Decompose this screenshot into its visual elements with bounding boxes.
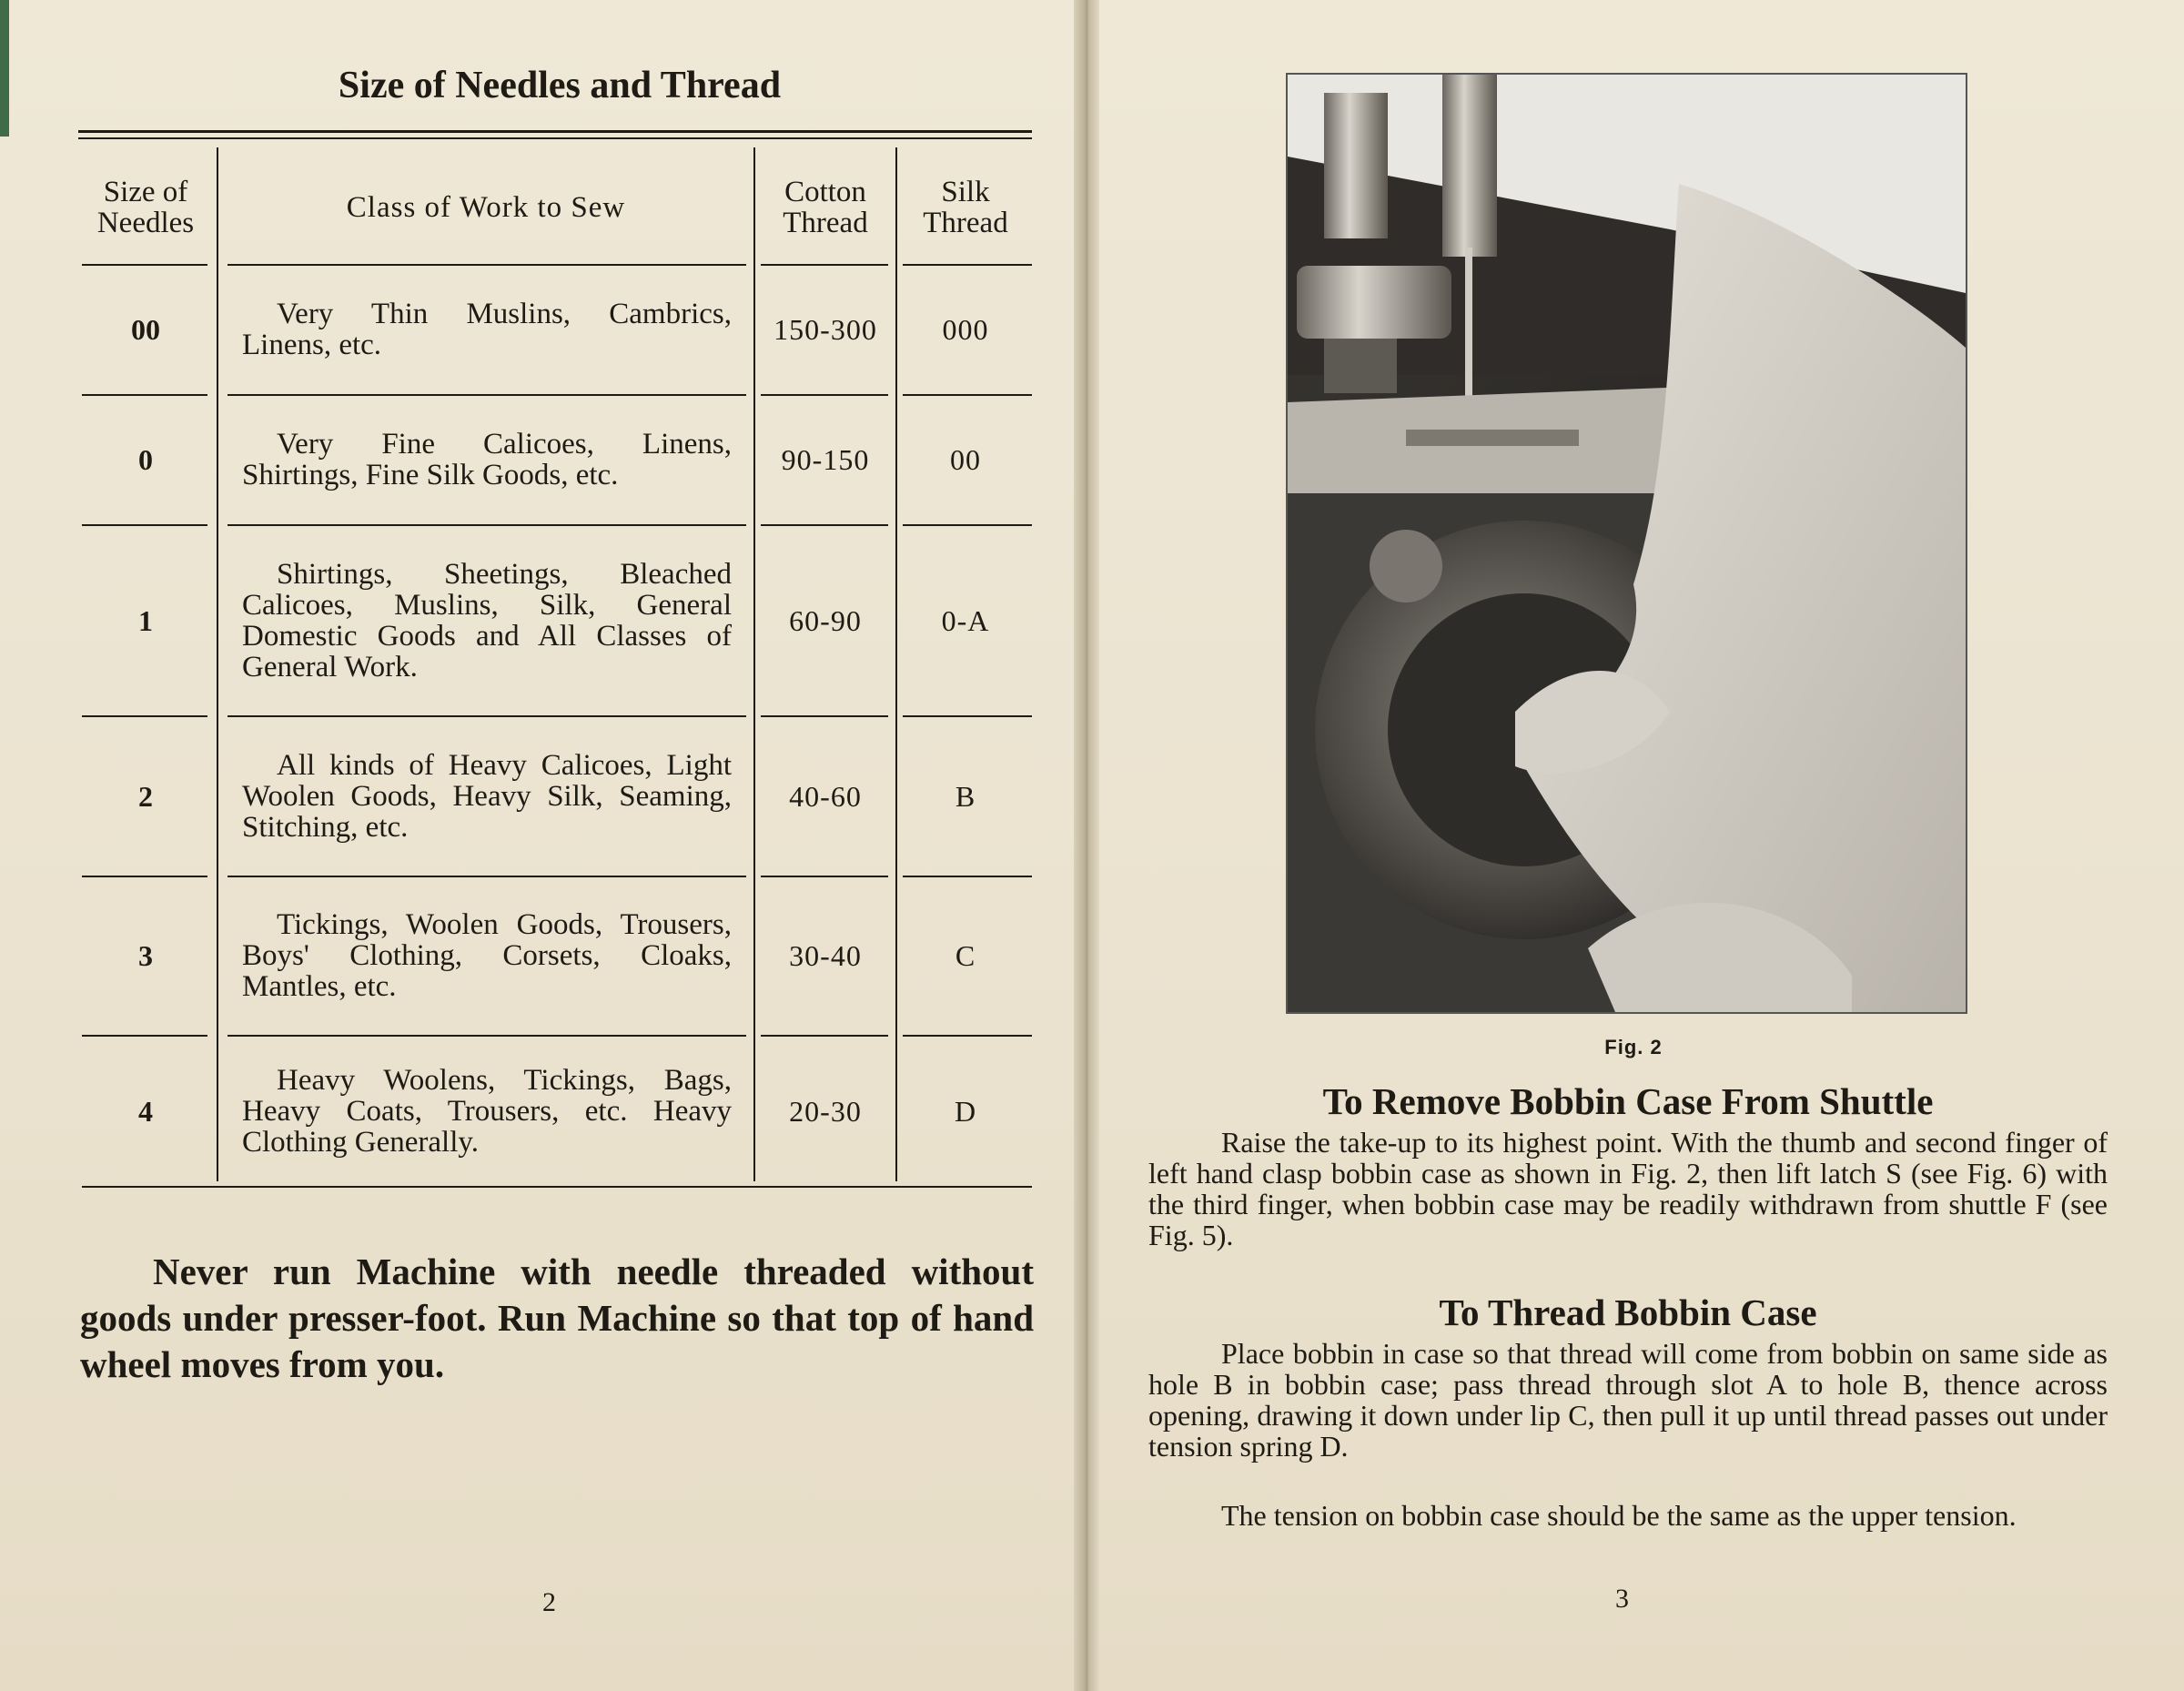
table-bottom-rule	[82, 1186, 1032, 1188]
col-divider-2	[753, 147, 755, 1181]
section-text-tension-note: The tension on bobbin case should be the same as the upper tension.	[1221, 1499, 2017, 1532]
row-3-size: 3	[138, 939, 153, 972]
header-cotton-thread: Cotton Thread	[783, 175, 868, 239]
row-00-cotton: 150-300	[774, 313, 877, 346]
row-2-cotton: 40-60	[789, 779, 862, 813]
header-size-of-needles: Size of Needles	[96, 175, 195, 239]
figure-2-photo	[1286, 73, 1967, 1014]
left-page-number: 2	[542, 1587, 556, 1617]
right-page-number: 3	[1615, 1584, 1629, 1614]
section-heading-remove-bobbin: To Remove Bobbin Case From Shuttle	[1322, 1080, 1934, 1122]
table-top-rule-1	[78, 130, 1032, 133]
row-3-cotton: 30-40	[789, 939, 862, 972]
book-gutter	[1074, 0, 1099, 1691]
row-1-cotton: 60-90	[789, 603, 862, 637]
row-0-cotton: 90-150	[781, 443, 870, 476]
row-0-silk: 00	[950, 443, 981, 476]
row-2-size: 2	[138, 779, 153, 813]
warning-note: Never run Machine with needle threaded without goods under presser-foot. Run Machine so that top of hand wheel moves from you.	[80, 1251, 1034, 1385]
row-4-silk: D	[954, 1094, 977, 1128]
header-class-of-work: Class of Work to Sew	[346, 190, 626, 224]
row-4-cotton: 20-30	[789, 1094, 862, 1128]
table-title: Size of Needles and Thread	[338, 65, 782, 106]
row-4-size: 4	[138, 1094, 153, 1128]
row-2-silk: B	[955, 779, 976, 813]
section-text-thread-bobbin: Place bobbin in case so that thread will come from bobbin on same side as hole B in bobbin case; pass thread through slot A to hole B, thence across opening, drawing it down under lip C, then pull it up until thread passes out under tension spring D.	[1148, 1337, 2108, 1463]
row-0-size: 0	[138, 443, 153, 476]
row-1-work: Shirtings, Sheetings, Bleached Calicoes, Muslins, Silk, General Domestic Goods and All Classes of General Work.	[242, 557, 732, 683]
table-top-rule-2	[78, 137, 1032, 139]
col-divider-1	[217, 147, 218, 1181]
row-4-work: Heavy Woolens, Tickings, Bags, Heavy Coats, Trousers, etc. Heavy Clothing Generally.	[242, 1063, 732, 1159]
section-text-remove-bobbin: Raise the take-up to its highest point. With the thumb and second finger of left hand clasp bobbin case as shown in Fig. 2, then lift latch S (see Fig. 6) with the third finger, when bobbin case may be readily withdrawn from shuttle F (see Fig. 5).	[1148, 1126, 2108, 1251]
row-1-silk: 0-A	[941, 603, 990, 637]
row-3-silk: C	[955, 939, 976, 972]
figure-caption: Fig. 2	[1604, 1036, 1663, 1058]
row-0-work: Very Fine Calicoes, Linens, Shirtings, Fine Silk Goods, etc.	[242, 428, 732, 491]
row-00-work: Very Thin Muslins, Cambrics, Linens, etc.	[242, 298, 732, 361]
col-divider-3	[895, 147, 897, 1181]
header-silk-thread: Silk Thread	[923, 175, 1008, 239]
section-heading-thread-bobbin: To Thread Bobbin Case	[1439, 1291, 1817, 1333]
row-1-size: 1	[138, 603, 153, 637]
row-2-work: All kinds of Heavy Calicoes, Light Woolen Goods, Heavy Silk, Seaming, Stitching, etc.	[242, 748, 732, 844]
row-00-silk: 000	[942, 313, 989, 346]
row-3-work: Tickings, Woolen Goods, Trousers, Boys' Clothing, Corsets, Cloaks, Mantles, etc.	[242, 908, 732, 1003]
row-00-size: 00	[131, 313, 160, 346]
